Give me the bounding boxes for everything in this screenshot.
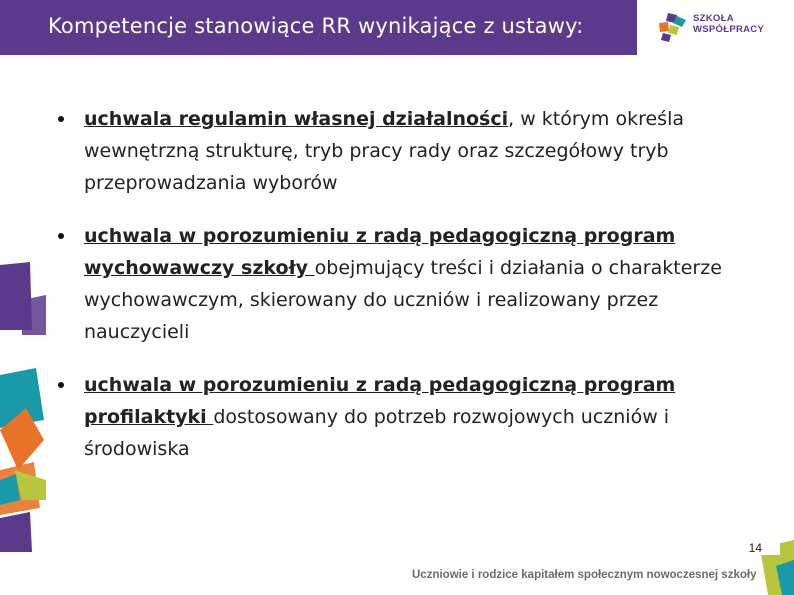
content-panel	[48, 55, 780, 555]
logo-line-2: WSPÓŁPRACY	[693, 24, 765, 35]
page-number: 14	[748, 541, 762, 555]
slide-title: Kompetencje stanowiące RR wynikające z ustawy:	[48, 14, 584, 38]
title-bar	[0, 0, 637, 55]
logo-line-1: SZKOŁA	[693, 13, 734, 24]
school-logo	[657, 8, 767, 48]
logo-mark-icon	[657, 11, 689, 43]
logo-wordmark	[693, 13, 764, 35]
bullet-emphasis: uchwala w porozumieniu z radą pedagogiczną program profilaktyki	[84, 374, 676, 428]
bullet-emphasis: uchwala regulamin własnej działalności	[84, 108, 509, 130]
bullet-emphasis: uchwala w porozumieniu z radą pedagogiczną program wychowawczy szkoły	[84, 225, 676, 279]
footer-slogan: Uczniowie i rodzice kapitałem społecznym nowoczesnej szkoły	[412, 569, 757, 581]
bullet-item	[56, 369, 756, 465]
bullet-list	[56, 103, 756, 486]
bullet-item	[56, 103, 756, 199]
bullet-text: , w którym określa wewnętrzną strukturę, tryb pracy rady oraz szczegółowy tryb przeprowadzania wyborów	[84, 108, 684, 194]
bullet-text: obejmujący treści i działania o charakterze wychowawczym, skierowany do uczniów i realizowany przez nauczycieli	[84, 257, 722, 343]
bullet-item	[56, 220, 756, 348]
bullet-text: dostosowany do potrzeb rozwojowych uczniów i środowiska	[84, 406, 670, 460]
